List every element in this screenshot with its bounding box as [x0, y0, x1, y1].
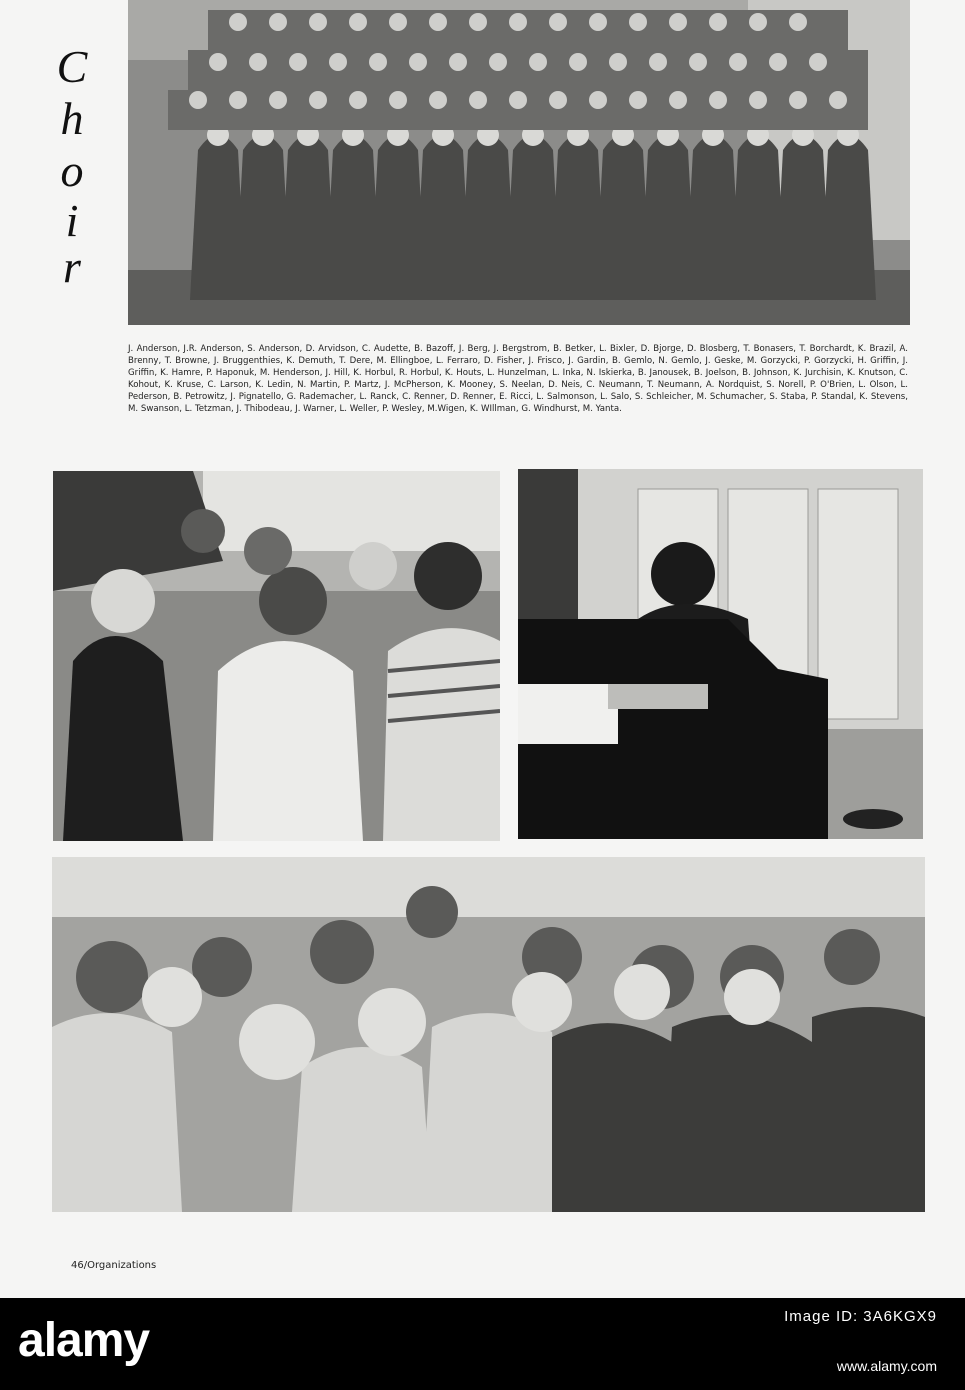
stock-watermark-footer	[0, 1298, 965, 1390]
title-letter: h	[60, 93, 84, 144]
footer-url: www.alamy.com	[836, 1358, 937, 1374]
choir-audience-photo	[52, 857, 925, 1212]
title-letter: C	[56, 41, 88, 92]
image-id: Image ID: 3A6KGX9	[784, 1308, 937, 1325]
students-seated-photo	[53, 471, 500, 841]
title-letter: r	[63, 241, 81, 292]
choir-member-names: J. Anderson, J.R. Anderson, S. Anderson, D. Arvidson, C. Audette, B. Bazoff, J. Berg, J. Bergstrom, B. Betker, L. Bixler, D. Bjorge, D. Blosberg, T. Bonasers, T. Borchardt, K. Brazil, A. Brenny, T. Browne, J. Bruggenthies, K. Demuth, T. Dere, M. Ellingboe, L. Ferraro, D. Fisher, J. Frisco, J. Gardin, B. Gemlo, N. Gemlo, J. Geske, M. Gorzycki, P. Gorzycki, H. Griffin, J. Griffin, K. Hamre, P. Haponuk, M. Henderson, J. Hill, K. Horbul, R. Horbul, K. Houts, L. Hunzelman, L. Inka, N. Iskierka, B. Janousek, B. Joelson, B. Johnson, K. Jurchisin, K. Knutson, C. Kohout, K. Kruse, C. Larson, K. Ledin, N. Martin, P. Martz, J. McPherson, K. Mooney, S. Neelan, D. Neis, C. Neumann, T. Neumann, A. Nordquist, S. Norell, P. O'Brien, L. Olson, L. Pederson, B. Petrowitz, J. Pignatello, G. Rademacher, L. Ranck, C. Renner, D. Renner, E. Ricci, L. Salmonson, L. Salo, S. Schleicher, M. Schumacher, S. Staba, P. Standal, K. Stevens, M. Swanson, L. Tetzman, J. Thibodeau, J. Warner, L. Weller, P. Wesley, M.Wigen, K. WIllman, G. Windhurst, M. Yanta.	[128, 344, 908, 414]
title-letter: i	[65, 195, 79, 246]
choir-group-photo	[128, 0, 910, 325]
pianist-photo	[518, 469, 923, 839]
page-folio: 46/Organizations	[71, 1260, 157, 1271]
title-letter: o	[60, 145, 84, 196]
alamy-logo: alamy	[18, 1314, 150, 1367]
